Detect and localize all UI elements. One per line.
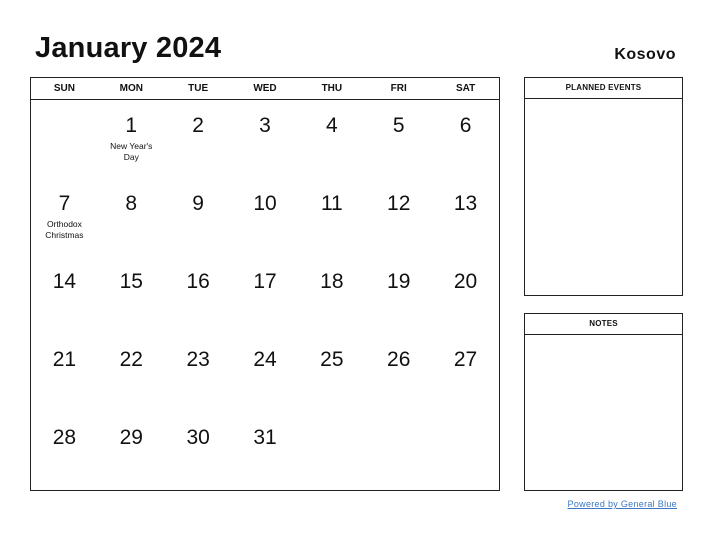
day-number: 4 [326, 114, 338, 137]
day-cell [165, 412, 232, 490]
day-cell [232, 334, 299, 412]
day-cell [432, 412, 499, 490]
month-calendar [30, 77, 500, 491]
day-cell [432, 100, 499, 178]
day-cell [432, 178, 499, 256]
holiday-label: Orthodox Christmas [45, 219, 84, 240]
day-number: 8 [125, 192, 138, 215]
day-cell [165, 256, 232, 334]
day-number: 29 [119, 426, 143, 449]
day-cell [31, 100, 98, 178]
day-cell [365, 100, 432, 178]
day-cell [432, 334, 499, 412]
day-number: 25 [320, 348, 344, 371]
day-cell [98, 334, 165, 412]
day-number: 14 [52, 270, 77, 293]
day-cell [365, 334, 432, 412]
day-number: 11 [320, 192, 343, 215]
planned-events-panel [524, 77, 683, 296]
day-number: 7 [58, 192, 71, 215]
powered-by-link[interactable]: Powered by General Blue [567, 499, 677, 509]
weekday-sun: SUN [53, 83, 75, 94]
day-number: 2 [192, 114, 204, 137]
day-number: 5 [392, 114, 405, 137]
day-cell [298, 178, 365, 256]
day-cell [365, 178, 432, 256]
day-cell [432, 256, 499, 334]
day-cell [31, 178, 98, 256]
day-cell [365, 256, 432, 334]
day-number: 30 [186, 426, 210, 449]
day-number: 16 [186, 270, 210, 293]
weekday-wed: WED [253, 83, 277, 94]
day-cell [31, 256, 98, 334]
notes-panel [524, 313, 683, 491]
day-number: 10 [253, 192, 277, 215]
weekday-tue: TUE [188, 83, 209, 94]
day-number: 20 [453, 270, 478, 293]
notes-title: NOTES [525, 314, 682, 335]
day-cell [298, 334, 365, 412]
day-cell [98, 256, 165, 334]
day-grid [31, 100, 499, 490]
day-number: 6 [459, 114, 472, 137]
calendar-title: January 2024 [35, 32, 222, 64]
weekday-thu: THU [321, 83, 343, 94]
holiday-label: New Year's Day [110, 141, 153, 162]
day-cell [165, 334, 232, 412]
day-cell [98, 100, 165, 178]
day-cell [298, 100, 365, 178]
day-cell [31, 334, 98, 412]
day-number: 9 [192, 192, 204, 215]
weekday-mon: MON [119, 83, 143, 94]
day-number: 19 [387, 270, 411, 293]
day-cell [98, 178, 165, 256]
day-cell [232, 100, 299, 178]
day-cell [232, 256, 299, 334]
day-cell [31, 412, 98, 490]
day-number: 31 [253, 426, 277, 449]
day-number: 22 [119, 348, 143, 371]
day-number: 18 [320, 270, 344, 293]
day-number: 21 [52, 348, 77, 371]
day-cell [232, 412, 299, 490]
day-number: 24 [253, 348, 277, 371]
day-cell [232, 178, 299, 256]
day-cell [298, 256, 365, 334]
day-number: 17 [253, 270, 277, 293]
day-number: 1 [125, 114, 138, 137]
weekday-header-row [31, 78, 499, 100]
day-cell [165, 100, 232, 178]
day-number: 23 [186, 348, 210, 371]
day-number: 27 [453, 348, 478, 371]
day-cell [98, 412, 165, 490]
day-number: 28 [52, 426, 77, 449]
weekday-sat: SAT [455, 83, 476, 94]
day-number: 12 [387, 192, 411, 215]
day-number: 13 [453, 192, 478, 215]
day-number: 15 [119, 270, 143, 293]
country-label: Kosovo [614, 46, 676, 63]
weekday-fri: FRI [390, 83, 407, 94]
day-number: 26 [387, 348, 411, 371]
planned-events-title: PLANNED EVENTS [525, 78, 682, 99]
day-cell [165, 178, 232, 256]
day-number: 3 [259, 114, 271, 137]
day-cell [365, 412, 432, 490]
day-cell [298, 412, 365, 490]
